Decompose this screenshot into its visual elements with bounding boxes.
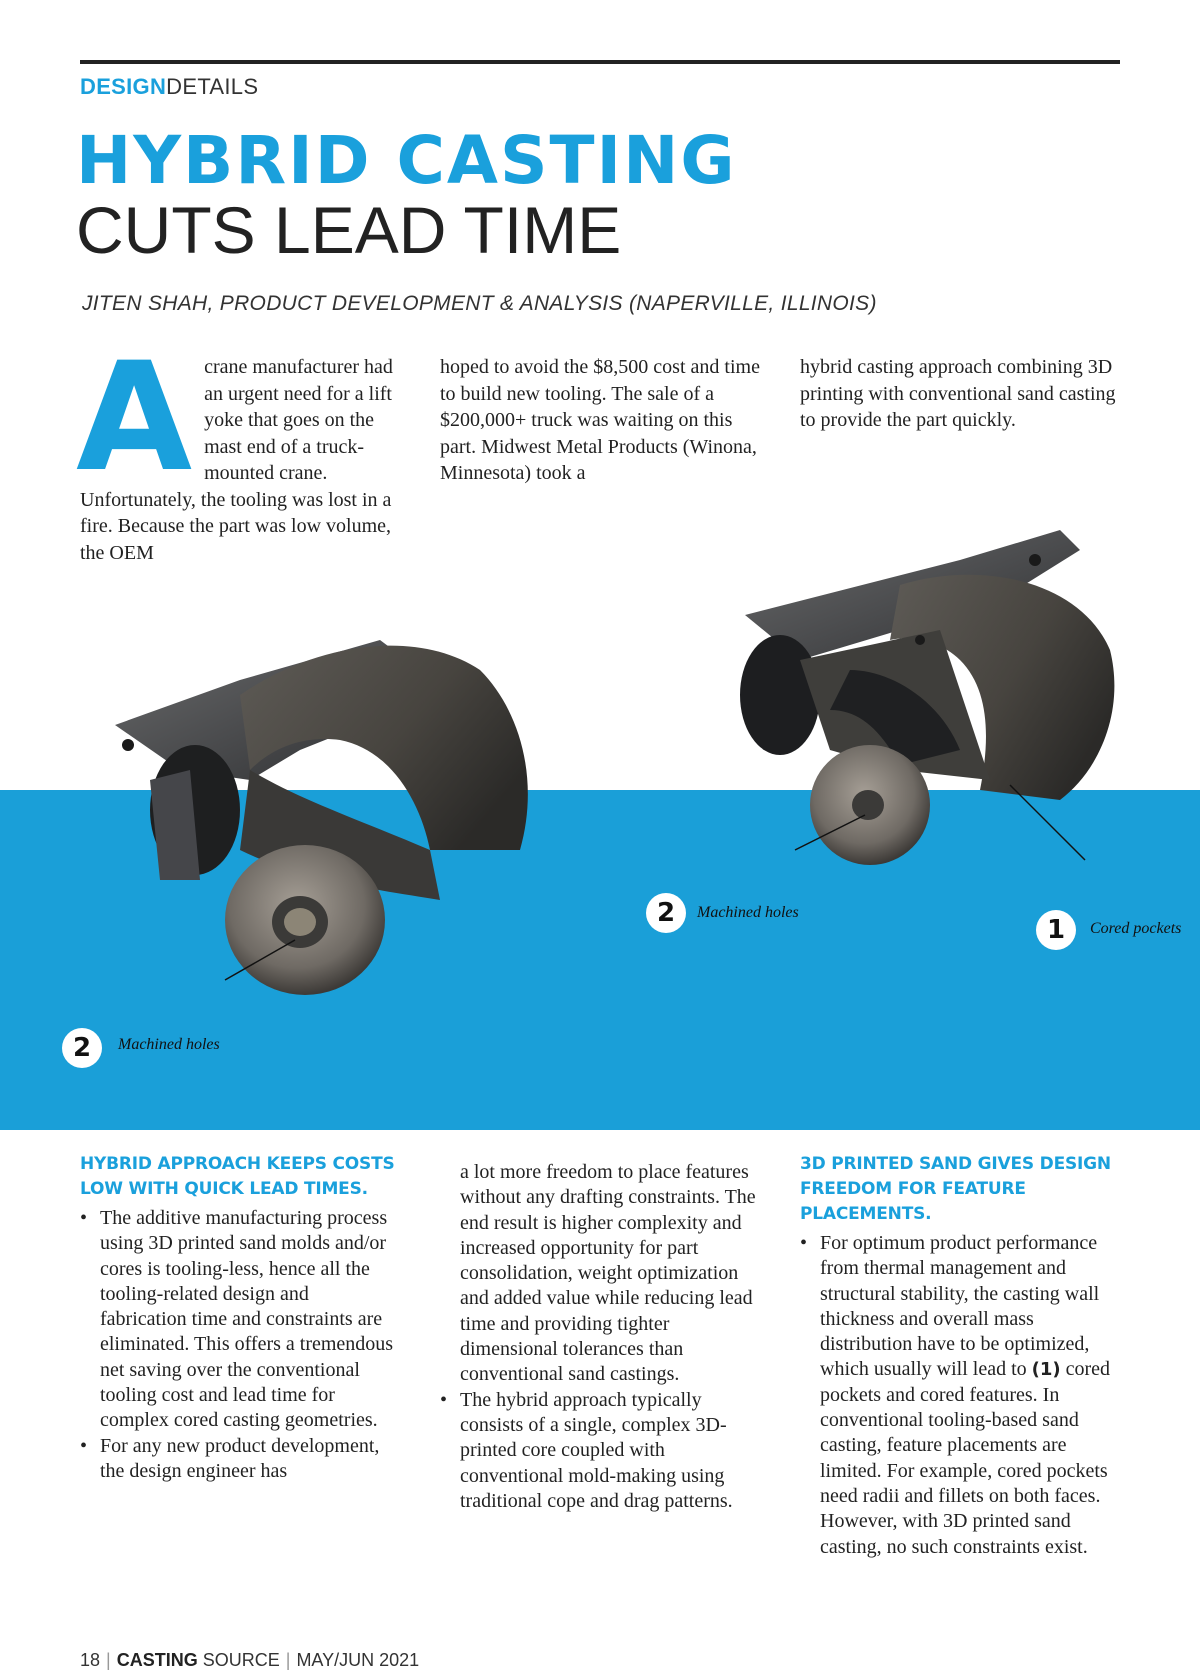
left-casting [115, 640, 528, 995]
page-footer: 18 | CASTING SOURCE | MAY/JUN 2021 [80, 1650, 420, 1670]
figure-reference: (1) [1031, 1359, 1061, 1381]
drop-cap: A [76, 331, 193, 505]
section-3-heading: 3D PRINTED SAND GIVES DESIGN FREEDOM FOR FEATURE PLACEMENTS. [800, 1154, 1111, 1224]
section-2 [440, 1160, 762, 1514]
intro-column-3: hybrid casting approach combining 3D printing with conventional sand casting to provide the part quickly. [800, 356, 1116, 431]
issue-date: MAY/JUN 2021 [296, 1650, 420, 1670]
callout-label: Cored pockets [1090, 920, 1182, 937]
section-1 [80, 1152, 400, 1484]
section-2-paragraph: a lot more freedom to place features without any drafting constraints. The end result is higher complexity and increased opportunity for part consolidation, weight optimization and added value while reducing lead time and providing tighter dimensional tolerances than conventional sand castings. [460, 1161, 756, 1386]
byline: JITEN SHAH, PRODUCT DEVELOPMENT & ANALYSIS (NAPERVILLE, ILLINOIS) [82, 292, 877, 315]
section-3-bullet-1: • For optimum product performance from thermal management and structural stability, the casting wall thickness and overall mass distribution have to be optimized, which usually will lead to (1) cored pockets and cored features. In conventional tooling-based sand casting, feature placements are limited. For example, cored pockets need radii and fillets on both faces. However, with 3D printed sand casting, no such constraints exist. [800, 1231, 1130, 1560]
callout-label: Machined holes [118, 1036, 220, 1053]
top-rule [80, 60, 1120, 64]
callout-number-badge: 1 [1036, 910, 1076, 950]
callout-number-badge: 2 [62, 1028, 102, 1068]
page-number: 18 [80, 1650, 101, 1670]
section-2-bullet-1: • The hybrid approach typically consists of a single, complex 3D-printed core coupled with conventional mold-making using traditional cope and drag patterns. [440, 1388, 762, 1514]
section-kicker: DESIGNDETAILS [80, 74, 259, 99]
headline-line-2: CUTS LEAD TIME [76, 193, 622, 267]
section-1-bullet-2: • For any new product development, the design engineer has [80, 1434, 400, 1485]
publication-name-bold: CASTING [116, 1650, 198, 1670]
headline-line-1: HYBRID CASTING [76, 122, 737, 199]
callout-number-badge: 2 [646, 893, 686, 933]
section-3 [800, 1152, 1130, 1560]
right-casting [740, 530, 1114, 865]
intro-column-2: hoped to avoid the $8,500 cost and time to build new tooling. The sale of a $200,000+ truck was waiting on this part. Midwest Metal Products (Winona, Minnesota) took a [440, 356, 760, 484]
callout-label: Machined holes [697, 904, 799, 921]
section-1-bullet-1: • The additive manufacturing process using 3D printed sand molds and/or cores is tooling-less, hence all the tooling-related design and fabrication time and constraints are eliminated. This offers a tremendous net saving over the conventional tooling cost and lead time for complex cored casting geometries. [80, 1206, 400, 1434]
publication-name-rest: SOURCE [202, 1650, 280, 1670]
intro-text-1: crane manufacturer had an urgent need for a lift yoke that goes on the mast end of a truck-mounted crane. Unfortunately, the tooling was lost in a fire. Because the part was low volume, the OEM [80, 356, 393, 564]
section-1-heading: HYBRID APPROACH KEEPS COSTS LOW WITH QUICK LEAD TIMES. [80, 1154, 395, 1199]
